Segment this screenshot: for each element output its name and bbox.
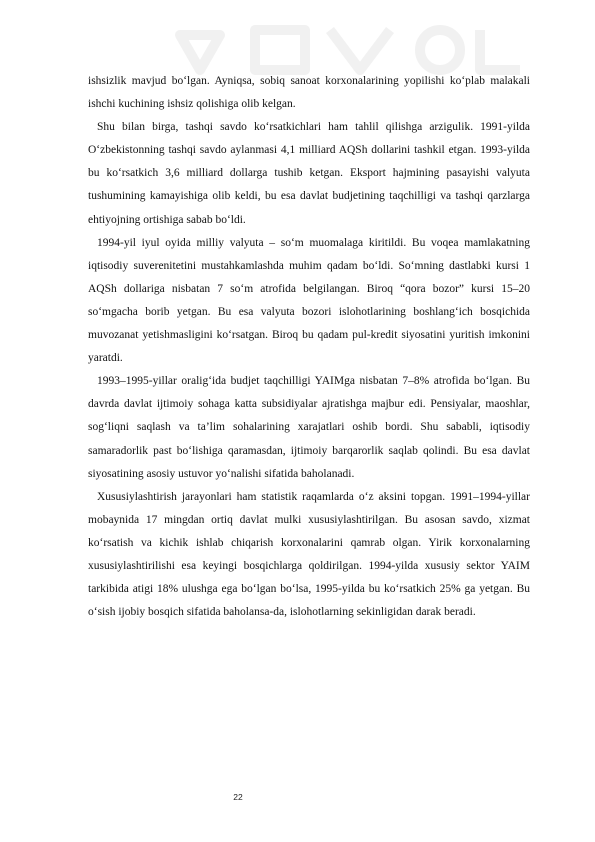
paragraph-1: ishsizlik mavjud bo‘lgan. Ayniqsa, sobiq sanoat korxonalarining yopilishi ko‘plab malakali ishchi kuchining ishsiz qolishiga olib kelgan. xyxy=(88,75,530,111)
text-body xyxy=(88,70,530,624)
paragraph-5: Xususiylashtirish jarayonlari ham statistik raqamlarda o‘z aksini topgan. 1991–1994-yillar mobaynida 17 mingdan ortiq davlat mulki xususiylashtirilgan. Bu asosan savdo, xizmat ko‘rsatish va kichik ishlab chiqarish korxonalarini qamrab olgan. Yirik korxonalarning xususiylashtirilishi esa keyingi bosqichlarga qoldirilgan. 1994-yilda xususiy sektor YAIM tarkibida atigi 18% ulushga ega bo‘lgan bo‘lsa, 1995-yilda bu ko‘rsatkich 25% ga yetgan. Bu o‘sish ijobiy bosqich sifatida baholansa-da, islohotlarning sekinligidan darak beradi. xyxy=(88,490,530,619)
paragraph-4: 1993–1995-yillar oralig‘ida budjet taqchilligi YAIMga nisbatan 7–8% atrofida bo‘lgan. Bu davrda davlat ijtimoiy sohaga katta subsidiyalar ajratishga majbur edi. Pensiyalar, maoshlar, sog‘liqni saqlash va ta’lim sohalarining xarajatlari oshib bordi. Shu sababli, iqtisodiy samaradorlik past bo‘lishiga qaramasdan, ijtimoiy barqarorlik saqlab qolindi. Bu esa davlat siyosatining asosiy ustuvor yo‘nalishi sifatida baholanadi. xyxy=(88,375,530,480)
page-number: 22 xyxy=(233,792,243,802)
paragraph-2: Shu bilan birga, tashqi savdo ko‘rsatkichlari ham tahlil qilishga arzigulik. 1991-yilda O‘zbekistonning tashqi savdo aylanmasi 4,1 milliard AQSh dollarini tashkil etgan. 1993-yilda bu ko‘rsatkich 3,6 milliard dollarga tushib ketgan. Eksport hajmining pasayishi valyuta tushumining kamayishiga olib keldi, bu esa davlat budjetining taqchilligi va tashqi qarzlarga ehtiyojning ortishiga sabab bo‘ldi. xyxy=(88,121,530,226)
paragraph-3: 1994-yil iyul oyida milliy valyuta – so‘m muomalaga kiritildi. Bu voqea mamlakatning iqtisodiy suverenitetini mustahkamlashda muhim qadam bo‘ldi. So‘mning dastlabki kursi 1 AQSh dollariga nisbatan 7 so‘m atrofida belgilangan. Biroq “qora bozor” kursi 15–20 so‘mgacha borib yetgan. Bu esa valyuta bozori islohotlarining boshlang‘ich bosqichida muvozanat yetishmasligini ko‘rsatgan. Biroq bu qadam pul-kredit siyosatini yuritish imkonini yaratdi. xyxy=(88,236,530,365)
